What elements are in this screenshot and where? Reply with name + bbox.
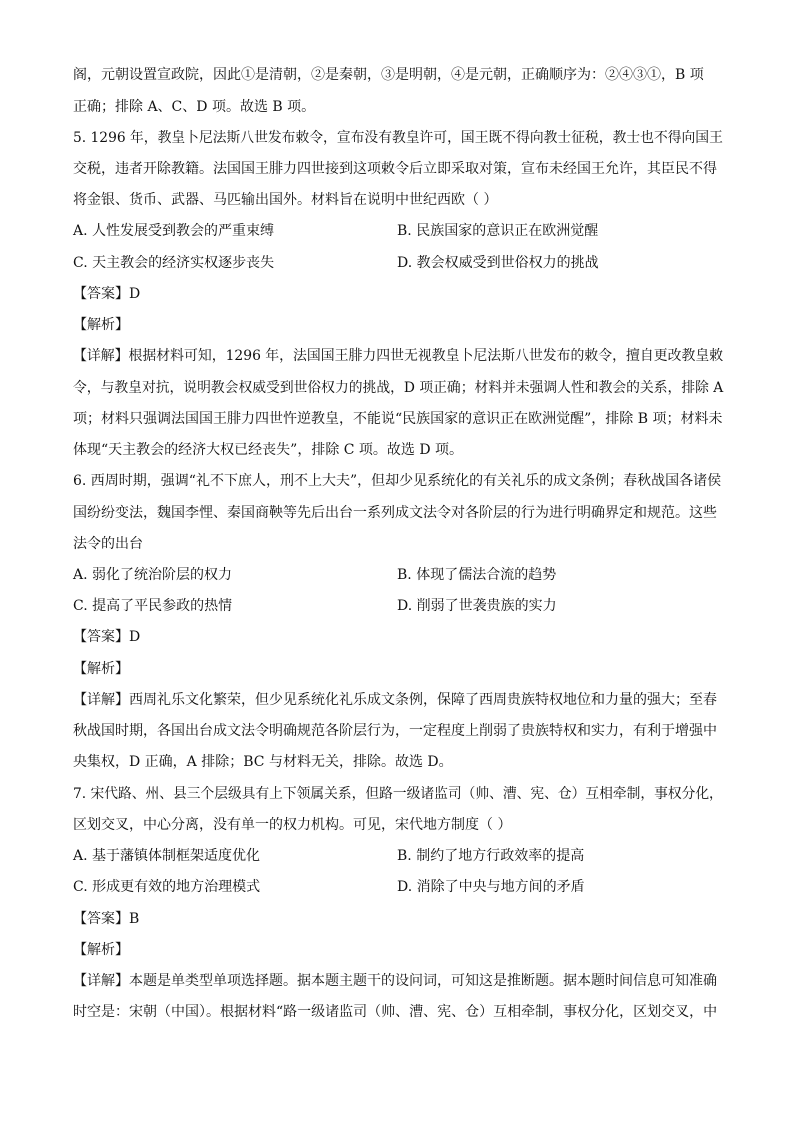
analysis-label: 【解析】: [73, 661, 129, 677]
question-7-option-c: C. 形成更有效的地方治理模式: [73, 879, 261, 895]
question-5-option-b: B. 民族国家的意识正在欧洲觉醒: [397, 223, 599, 239]
detailed-explanation: 【详解】根据材料可知，1296 年，法国国王腓力四世无视教皇卜尼法斯八世发布的敕令，擅自更改教皇敕: [73, 348, 724, 364]
question-6-option-d: D. 削弱了世袭贵族的实力: [397, 598, 557, 614]
question-5-option-d: D. 教会权威受到世俗权力的挑战: [397, 255, 599, 271]
question-5-stem: 将金银、货币、武器、马匹输出国外。材料旨在说明中世纪西欧（ ）: [73, 192, 498, 208]
question-6-option-c: C. 提高了平民参政的热情: [73, 598, 233, 614]
question-6-option-a: A. 弱化了统治阶层的权力: [73, 567, 233, 583]
detailed-explanation: 【详解】本题是单类型单项选择题。据本题主题干的设问词，可知这是推断题。据本题时间信息可知准确: [73, 973, 717, 989]
question-5-option-a: A. 人性发展受到教会的严重束缚: [73, 223, 275, 239]
question-6-stem: 6. 西周时期，强调“礼不下庶人，刑不上大夫”，但却少见系统化的有关礼乐的成文条例；春秋战国各诸侯: [73, 473, 722, 489]
detailed-explanation: 【详解】西周礼乐文化繁荣，但少见系统化礼乐成文条例，保障了西周贵族特权地位和力量的强大；至春: [73, 692, 717, 708]
answer-label: 【答案】D: [73, 286, 141, 302]
detailed-explanation: 时空是：宋朝（中国）。根据材料“路一级诸监司（帅、漕、宪、仓）互相牵制，事权分化，区划交叉，中: [73, 1004, 718, 1020]
answer-label: 【答案】D: [73, 629, 141, 645]
answer-label: 【答案】B: [73, 911, 140, 927]
question-7-stem: 7. 宋代路、州、县三个层级具有上下领属关系，但路一级诸监司（帅、漕、宪、仓）互相牵制，事权分化，: [73, 786, 723, 802]
question-7-option-b: B. 制约了地方行政效率的提高: [397, 848, 585, 864]
question-7-stem: 区划交叉，中心分离，没有单一的权力机构。可见，宋代地方制度（ ）: [73, 817, 512, 833]
question-6-stem: 法令的出台: [73, 536, 143, 552]
analysis-label: 【解析】: [73, 942, 129, 958]
text-line: 阁，元朝设置宣政院，因此①是清朝，②是秦朝，③是明朝，④是元朝，正确顺序为：②④③①，B 项: [73, 67, 704, 83]
question-6-option-b: B. 体现了儒法合流的趋势: [397, 567, 557, 583]
question-7-option-a: A. 基于藩镇体制框架适度优化: [73, 848, 261, 864]
analysis-label: 【解析】: [73, 317, 129, 333]
question-5-stem: 交税，违者开除教籍。法国国王腓力四世接到这项敕令后立即采取对策，宣布未经国王允许，其臣民不得: [73, 161, 717, 177]
detailed-explanation: 秋战国时期，各国出台成文法令明确规范各阶层行为，一定程度上削弱了贵族特权和实力，有利于增强中: [73, 723, 717, 739]
text-line: 正确；排除 A、C、D 项。故选 B 项。: [73, 99, 316, 115]
question-7-option-d: D. 消除了中央与地方间的矛盾: [397, 879, 585, 895]
detailed-explanation: 体现“天主教会的经济大权已经丧失”，排除 C 项。故选 D 项。: [73, 442, 464, 458]
detailed-explanation: 令，与教皇对抗，说明教会权威受到世俗权力的挑战，D 项正确；材料并未强调人性和教会的关系，排除 A: [73, 380, 724, 396]
question-6-stem: 国纷纷变法，魏国李悝、秦国商鞅等先后出台一系列成文法令对各阶层的行为进行明确界定和规范。这些: [73, 505, 717, 521]
question-5-stem: 5. 1296 年，教皇卜尼法斯八世发布敕令，宣布没有教皇许可，国王既不得向教士征税，教士也不得向国王: [73, 130, 723, 146]
question-5-option-c: C. 天主教会的经济实权逐步丧失: [73, 255, 275, 271]
detailed-explanation: 央集权，D 正确，A 排除；BC 与材料无关，排除。故选 D。: [73, 754, 453, 770]
detailed-explanation: 项；材料只强调法国国王腓力四世忤逆教皇，不能说“民族国家的意识正在欧洲觉醒”，排除 B 项；材料未: [73, 411, 723, 427]
